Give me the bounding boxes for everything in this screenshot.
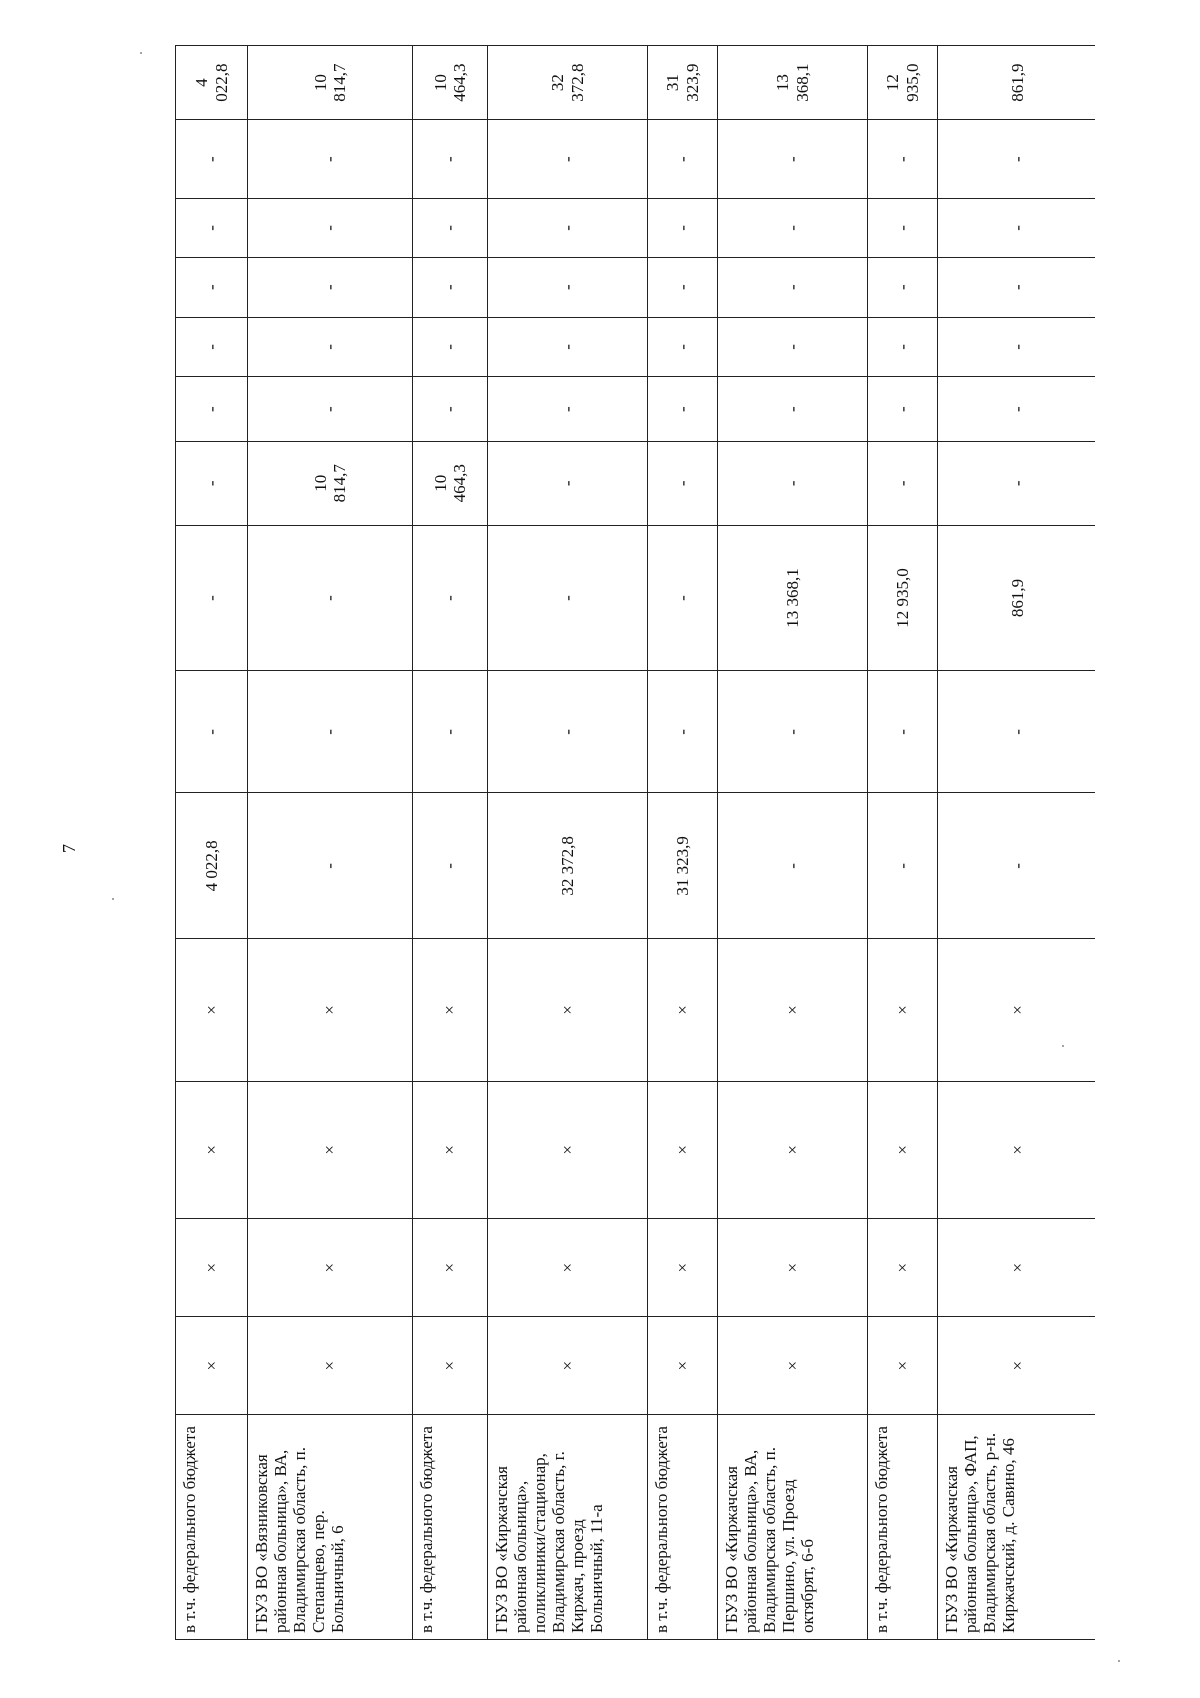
row-name-cell: ГБУЗ ВО «Вязниковская районная больница», ВА, Владимирская область, п. Степанцево, пер. Больничный, 6 xyxy=(248,1415,413,1640)
value-cell: - xyxy=(868,317,938,377)
value-cell: - xyxy=(648,199,718,258)
value-cell: - xyxy=(868,257,938,317)
value-cell: - xyxy=(413,199,488,258)
value-cell: - xyxy=(488,671,648,793)
value-cell: - xyxy=(176,441,248,525)
value-cell: - xyxy=(938,199,1096,258)
value-cell: × xyxy=(718,939,868,1081)
page-number: 7 xyxy=(59,844,79,853)
value-cell: - xyxy=(488,377,648,442)
value-cell: - xyxy=(648,525,718,671)
table-row xyxy=(938,46,1096,1640)
value-cell: - xyxy=(718,377,868,442)
table-row xyxy=(248,46,413,1640)
value-cell: - xyxy=(413,525,488,671)
value-cell: - xyxy=(176,257,248,317)
value-cell: × xyxy=(413,1219,488,1317)
value-cell: - xyxy=(248,120,413,199)
value-cell: - xyxy=(176,671,248,793)
value-cell: × xyxy=(648,1081,718,1219)
value-cell: - xyxy=(413,257,488,317)
value-cell: - xyxy=(718,120,868,199)
value-cell: × xyxy=(938,939,1096,1081)
value-cell: 31 323,9 xyxy=(648,46,718,120)
value-cell: - xyxy=(488,441,648,525)
value-cell: × xyxy=(176,1317,248,1415)
scan-speck xyxy=(140,52,142,54)
value-cell: - xyxy=(938,257,1096,317)
value-cell: - xyxy=(413,793,488,939)
value-cell: - xyxy=(248,671,413,793)
value-cell: - xyxy=(176,317,248,377)
value-cell: × xyxy=(488,1317,648,1415)
value-cell: × xyxy=(868,1081,938,1219)
table-body xyxy=(176,46,1096,1640)
value-cell: - xyxy=(718,199,868,258)
budget-table xyxy=(175,45,1095,1640)
table-row xyxy=(413,46,488,1640)
value-cell: - xyxy=(176,199,248,258)
value-cell: - xyxy=(938,671,1096,793)
value-cell: 861,9 xyxy=(938,46,1096,120)
value-cell: × xyxy=(938,1081,1096,1219)
value-cell: × xyxy=(248,1219,413,1317)
value-cell: - xyxy=(718,441,868,525)
scan-speck xyxy=(112,898,114,900)
value-cell: - xyxy=(648,441,718,525)
value-cell: × xyxy=(868,939,938,1081)
table-row xyxy=(868,46,938,1640)
value-cell: × xyxy=(248,939,413,1081)
value-cell: - xyxy=(488,199,648,258)
value-cell: - xyxy=(938,377,1096,442)
value-cell: 861,9 xyxy=(938,525,1096,671)
value-cell: - xyxy=(176,525,248,671)
value-cell: - xyxy=(248,793,413,939)
value-cell: 12 935,0 xyxy=(868,525,938,671)
value-cell: 4 022,8 xyxy=(176,793,248,939)
value-cell: × xyxy=(938,1219,1096,1317)
value-cell: - xyxy=(868,199,938,258)
value-cell: × xyxy=(648,939,718,1081)
value-cell: - xyxy=(938,317,1096,377)
value-cell: 12 935,0 xyxy=(868,46,938,120)
value-cell: 31 323,9 xyxy=(648,793,718,939)
value-cell: 4 022,8 xyxy=(176,46,248,120)
value-cell: × xyxy=(648,1317,718,1415)
value-cell: - xyxy=(868,793,938,939)
value-cell: - xyxy=(938,441,1096,525)
value-cell: 13 368,1 xyxy=(718,525,868,671)
row-name-cell: в т.ч. федерального бюджета xyxy=(868,1415,938,1640)
value-cell: × xyxy=(248,1317,413,1415)
table-container xyxy=(175,45,1095,1640)
value-cell: 32 372,8 xyxy=(488,46,648,120)
scan-speck xyxy=(1062,1045,1064,1047)
value-cell: - xyxy=(938,120,1096,199)
row-name-cell: ГБУЗ ВО «Киржачская районная больница», ВА, Владимирская область, п. Першино, ул. Проезд октябрят, 6-б xyxy=(718,1415,868,1640)
value-cell: - xyxy=(718,793,868,939)
value-cell: - xyxy=(718,671,868,793)
value-cell: 10 464,3 xyxy=(413,441,488,525)
value-cell: - xyxy=(248,317,413,377)
value-cell: × xyxy=(718,1081,868,1219)
value-cell: - xyxy=(868,120,938,199)
row-name-cell: ГБУЗ ВО «Киржачская районная больница», ФАП, Владимирская область, р-н. Киржачский, д. Савино, 46 xyxy=(938,1415,1096,1640)
value-cell: × xyxy=(488,939,648,1081)
value-cell: 32 372,8 xyxy=(488,793,648,939)
value-cell: - xyxy=(413,671,488,793)
value-cell: - xyxy=(488,525,648,671)
value-cell: × xyxy=(248,1081,413,1219)
value-cell: 10 464,3 xyxy=(413,46,488,120)
value-cell: - xyxy=(176,120,248,199)
value-cell: - xyxy=(868,441,938,525)
value-cell: 10 814,7 xyxy=(248,441,413,525)
table-row xyxy=(176,46,248,1640)
value-cell: × xyxy=(413,1081,488,1219)
value-cell: × xyxy=(413,939,488,1081)
value-cell: × xyxy=(868,1219,938,1317)
value-cell: - xyxy=(648,257,718,317)
value-cell: - xyxy=(248,377,413,442)
value-cell: - xyxy=(248,257,413,317)
table-row xyxy=(488,46,648,1640)
value-cell: - xyxy=(488,257,648,317)
value-cell: - xyxy=(413,317,488,377)
scan-speck xyxy=(1118,1660,1120,1662)
value-cell: × xyxy=(488,1219,648,1317)
value-cell: - xyxy=(648,317,718,377)
row-name-cell: ГБУЗ ВО «Киржачская районная больница», поликлиники/стационар, Владимирская область, г. Киржач, проезд Больничный, 11-а xyxy=(488,1415,648,1640)
value-cell: - xyxy=(648,671,718,793)
value-cell: × xyxy=(718,1317,868,1415)
value-cell: × xyxy=(648,1219,718,1317)
value-cell: - xyxy=(648,377,718,442)
value-cell: × xyxy=(868,1317,938,1415)
value-cell: - xyxy=(718,257,868,317)
value-cell: - xyxy=(413,377,488,442)
value-cell: - xyxy=(868,671,938,793)
value-cell: - xyxy=(248,199,413,258)
row-name-cell: в т.ч. федерального бюджета xyxy=(176,1415,248,1640)
value-cell: - xyxy=(868,377,938,442)
value-cell: × xyxy=(176,939,248,1081)
value-cell: - xyxy=(176,377,248,442)
value-cell: × xyxy=(413,1317,488,1415)
value-cell: × xyxy=(488,1081,648,1219)
value-cell: - xyxy=(938,793,1096,939)
value-cell: × xyxy=(938,1317,1096,1415)
value-cell: × xyxy=(718,1219,868,1317)
row-name-cell: в т.ч. федерального бюджета xyxy=(413,1415,488,1640)
value-cell: - xyxy=(248,525,413,671)
value-cell: 13 368,1 xyxy=(718,46,868,120)
table-row xyxy=(718,46,868,1640)
value-cell: × xyxy=(176,1219,248,1317)
value-cell: - xyxy=(648,120,718,199)
value-cell: - xyxy=(488,120,648,199)
value-cell: × xyxy=(176,1081,248,1219)
row-name-cell: в т.ч. федерального бюджета xyxy=(648,1415,718,1640)
value-cell: - xyxy=(718,317,868,377)
value-cell: 10 814,7 xyxy=(248,46,413,120)
value-cell: - xyxy=(488,317,648,377)
table-row xyxy=(648,46,718,1640)
value-cell: - xyxy=(413,120,488,199)
